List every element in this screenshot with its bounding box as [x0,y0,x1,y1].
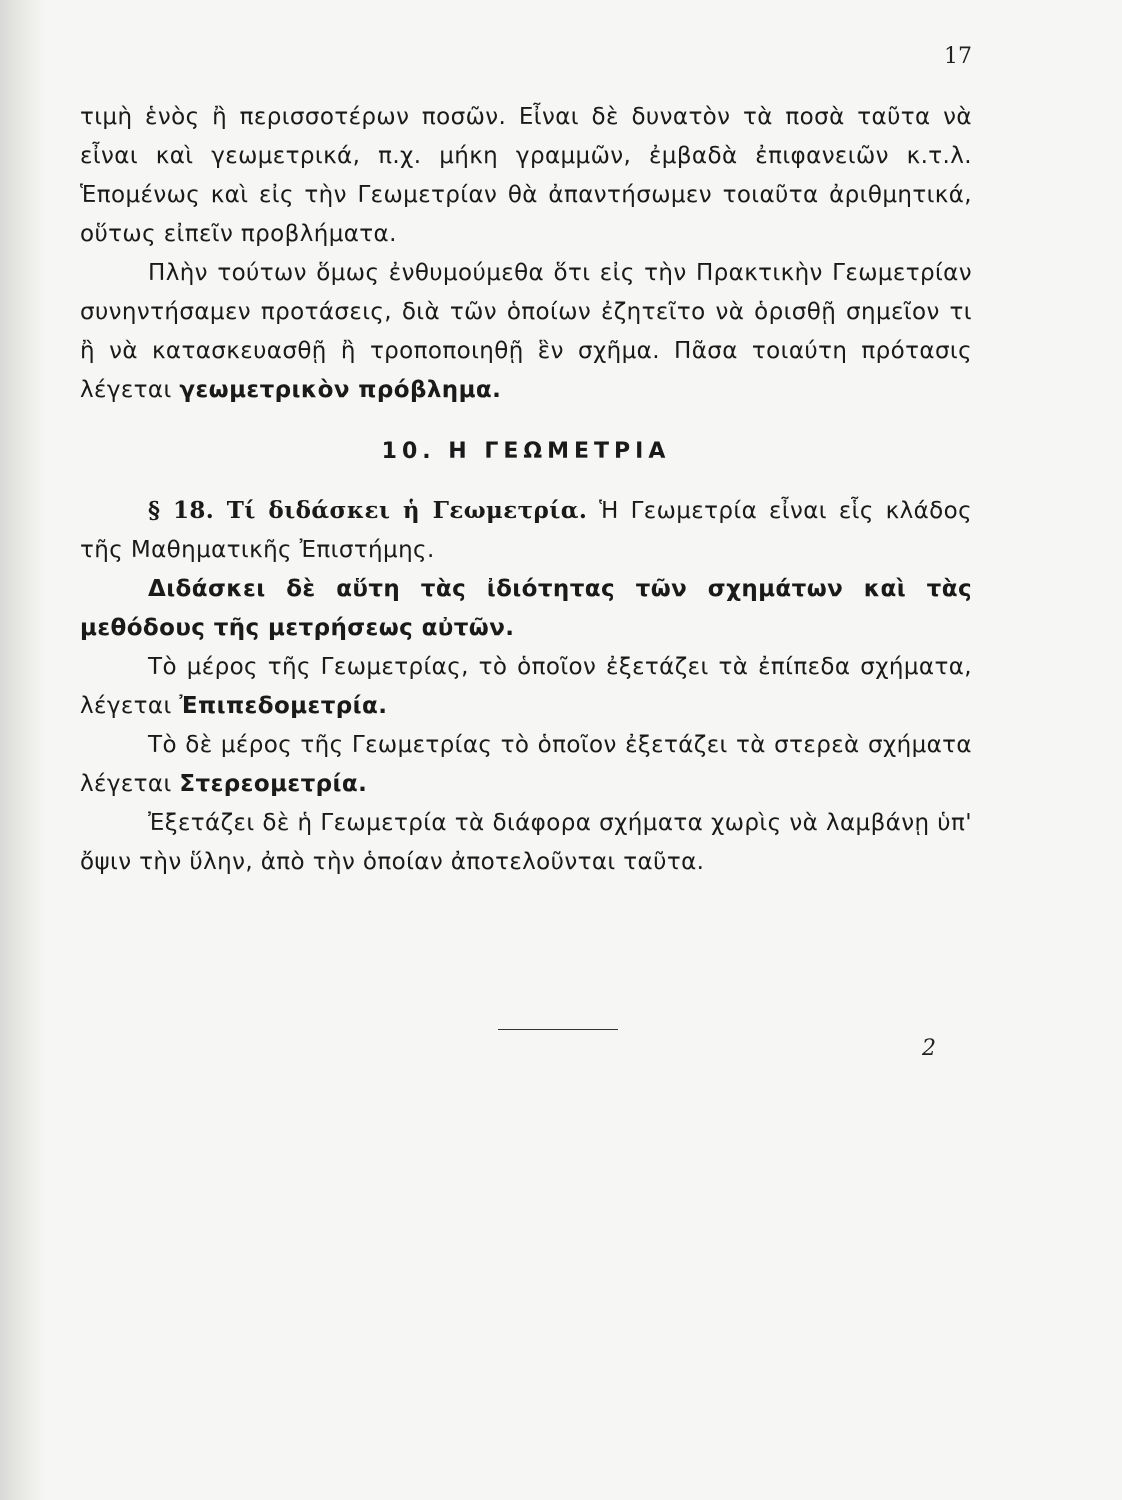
paragraph-1: τιμὴ ἑνὸς ἢ περισσοτέρων ποσῶν. Εἶναι δὲ δυνατὸν τὰ ποσὰ ταῦτα νὰ εἶναι καὶ γεωμετρικά, π.χ. μήκη γραμμῶν, ἐμβαδὰ ἐπιφανειῶν κ.τ.λ. Ἑπομένως καὶ εἰς τὴν Γεωμετρίαν θὰ ἀπαντήσωμεν τοιαῦτα ἀριθμητικά, οὕτως εἰπεῖν προβλήματα. [80,104,972,247]
definition-bold: Διδάσκει δὲ αὕτη τὰς ἰδιότητας τῶν σχημάτων καὶ τὰς μεθόδους τῆς μετρήσεως αὐτῶν. [80,576,972,641]
section-heading: 10. Η ΓΕΩΜΕΤΡΙΑ [381,439,671,464]
term-planimetry: Ἐπιπεδομετρία. [179,693,388,719]
paragraph-5-text: Τὸ μέρος τῆς Γεωμετρίας, τὸ ὁποῖον ἐξετάζει τὰ ἐπίπεδα σχήματα, λέγεται [80,654,972,719]
paragraph-5 [80,648,972,726]
page-number: 17 [944,44,972,69]
paragraph-title: § 18. Τί διδάσκει ἡ Γεωμετρία. [148,497,588,524]
paragraph-6 [80,726,972,804]
term-stereometry: Στερεομετρία. [179,771,368,797]
paragraph-7: Ἐξετάζει δὲ ἡ Γεωμετρία τὰ διάφορα σχήματα χωρὶς νὰ λαμβάνῃ ὑπ' ὄψιν τὴν ὕλην, ἀπὸ τὴν ὁποίαν ἀποτελοῦνται ταῦτα. [80,810,972,875]
paragraph-3-text: Ἡ Γεωμετρία εἶναι εἷς κλάδος τῆς Μαθηματικῆς Ἐπιστήμης. [80,498,972,563]
paragraph-2 [80,254,972,410]
end-rule [498,1029,618,1030]
paragraph-6-text: Τὸ δὲ μέρος τῆς Γεωμετρίας τὸ ὁποῖον ἐξετάζει τὰ στερεὰ σχήματα λέγεται [80,732,972,797]
paragraph-2-text: Πλὴν τούτων ὅμως ἐνθυμούμεθα ὅτι εἰς τὴν Πρακτικὴν Γεωμετρίαν συνηντήσαμεν προτάσεις, διὰ τῶν ὁποίων ἐζητεῖτο νὰ ὁρισθῇ σημεῖον τι ἢ νὰ κατασκευασθῇ ἢ τροποποιηθῇ ἓν σχῆμα. Πᾶσα τοιαύτη πρότασις λέγεται [80,260,972,403]
binding-shadow [0,0,46,1500]
term-geometric-problem: γεωμετρικὸν πρόβλημα. [179,377,502,403]
signature-mark: 2 [922,1036,936,1061]
paragraph-3 [80,491,972,570]
page-body [80,98,972,882]
